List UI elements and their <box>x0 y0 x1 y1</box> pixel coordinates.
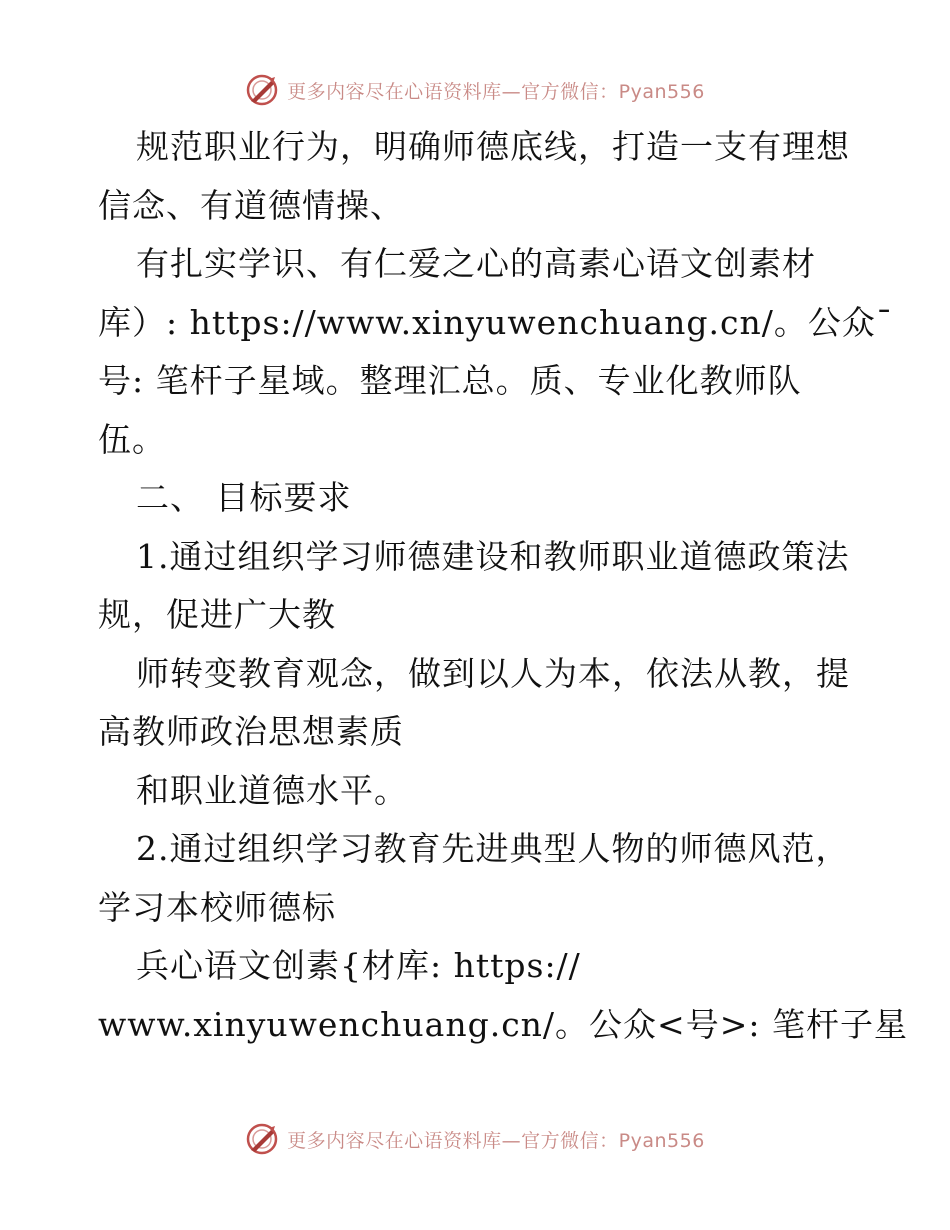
quill-logo-icon <box>245 1122 279 1156</box>
paragraph-line: 伍。 <box>98 419 166 459</box>
paragraph-line: 师转变教育观念，做到以人为本，依法从教，提 <box>136 653 850 693</box>
paragraph-line: 学习本校师德标 <box>98 887 336 927</box>
paragraph-line: 规，促进广大教 <box>98 595 336 634</box>
watermark-text: 更多内容尽在心语资料库—官方微信：Pyan556 <box>287 1129 705 1152</box>
paragraph-line: 兵心语文创素{材库: https:// <box>136 946 581 985</box>
paragraph-line: 信念、有道德情操、 <box>98 185 404 225</box>
watermark-text: 更多内容尽在心语资料库—官方微信：Pyan556 <box>287 80 705 103</box>
paragraph-line: www.xinyuwenchuang.cn/。公众<号>: 笔杆子星 <box>98 1004 908 1044</box>
section-heading: 二、 目标要求 <box>136 478 352 517</box>
paragraph-line: 库）: https://www.xinyuwenchuang.cn/。公众¯ <box>98 302 894 342</box>
paragraph-line: 和职业道德水平。 <box>136 770 408 810</box>
paragraph-line: 1.通过组织学习师德建设和教师职业道德政策法 <box>136 536 850 576</box>
footer-watermark <box>0 1119 950 1159</box>
header-watermark <box>0 70 950 110</box>
paragraph-line: 高教师政治思想素质 <box>98 712 404 751</box>
document-body <box>98 118 908 1054</box>
paragraph-line: 号: 笔杆子星域。整理汇总。质、专业化教师队 <box>98 361 802 400</box>
quill-logo-icon <box>245 73 279 107</box>
paragraph-line: 2.通过组织学习教育先进典型人物的师德风范， <box>136 829 850 868</box>
paragraph-line: 有扎实学识、有仁爱之心的高素心语文创素材 <box>136 244 816 283</box>
paragraph-line: 规范职业行为，明确师德底线，打造一支有理想 <box>136 127 850 166</box>
